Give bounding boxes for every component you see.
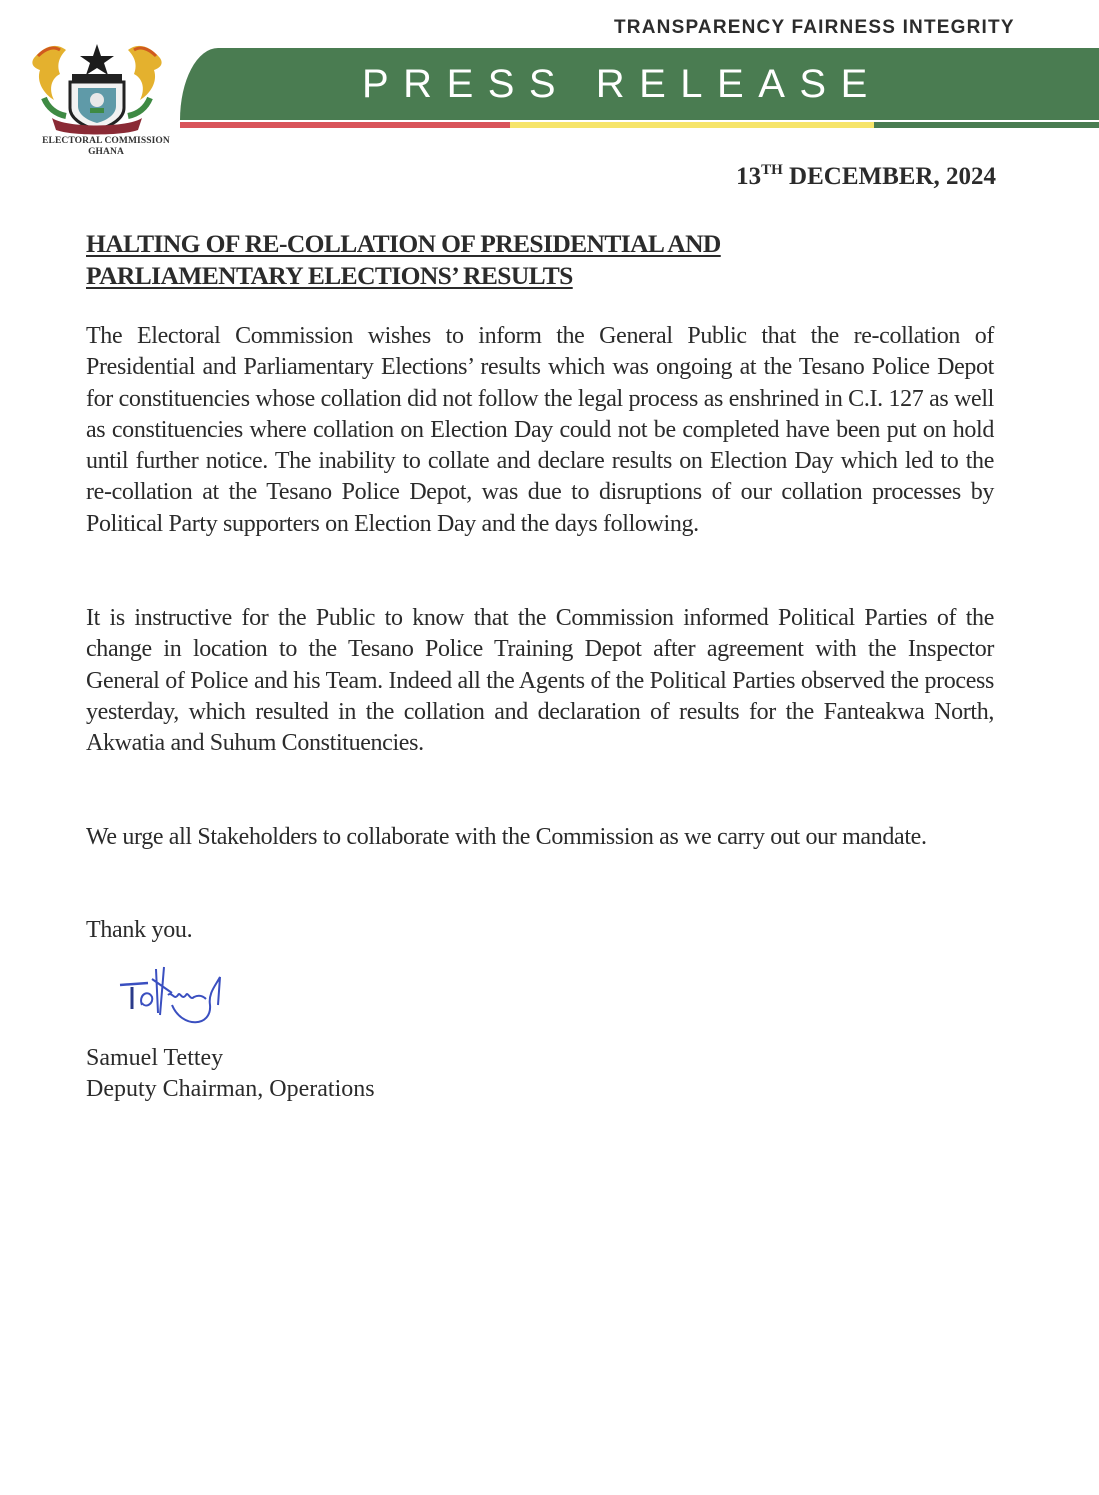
paragraph-2: It is instructive for the Public to know that the Commission informed Political Parties of the change in location to the Tesano Police Training Depot after agreement with the Inspector General of Police and his Team. Indeed all the Agents of the Political Parties observed the process yesterday, which resulted in the collation and declaration of results for the Fanteakwa North, Akwatia and Suhum Constituencies. (86, 605, 994, 757)
paragraph-3: We urge all Stakeholders to collaborate with the Commission as we carry out our mandate. (86, 824, 927, 850)
stripe-green (874, 122, 1099, 128)
paragraph-1: The Electoral Commission wishes to inform the General Public that the re-collation of Presidential and Parliamentary Elections’ results which was ongoing at the Tesano Police Depot for constituencies whose collation did not follow the legal process as enshrined in C.I. 127 as well as constituencies where collation on Election Day could not be completed have been put on hold until further notice. The inability to collate and declare results on Election Day which led to the re-collation at the Tesano Police Depot, was due to disruptions of our collation processes by Political Party supporters on Election Day and the days following. (86, 323, 994, 537)
closing-text: Thank you. (86, 917, 193, 943)
press-release-banner (180, 48, 1099, 120)
release-date: 13TH DECEMBER, 2024 (736, 162, 996, 190)
motto-text: TRANSPARENCY FAIRNESS INTEGRITY (614, 17, 1015, 38)
organization-name: ELECTORAL COMMISSION GHANA (42, 136, 170, 157)
signature-icon (112, 965, 232, 1040)
signatory-title: Deputy Chairman, Operations (86, 1076, 375, 1102)
coat-of-arms-icon (26, 38, 168, 138)
banner-title: PRESS RELEASE (362, 62, 882, 106)
stripe-red (180, 122, 510, 128)
stripe-yellow (510, 122, 874, 128)
electoral-commission-logo (18, 38, 176, 168)
document-title: HALTING OF RE-COLLATION OF PRESIDENTIAL AND PARLIAMENTARY ELECTIONS’ RESULTS (86, 229, 721, 290)
signatory-name: Samuel Tettey (86, 1045, 224, 1071)
